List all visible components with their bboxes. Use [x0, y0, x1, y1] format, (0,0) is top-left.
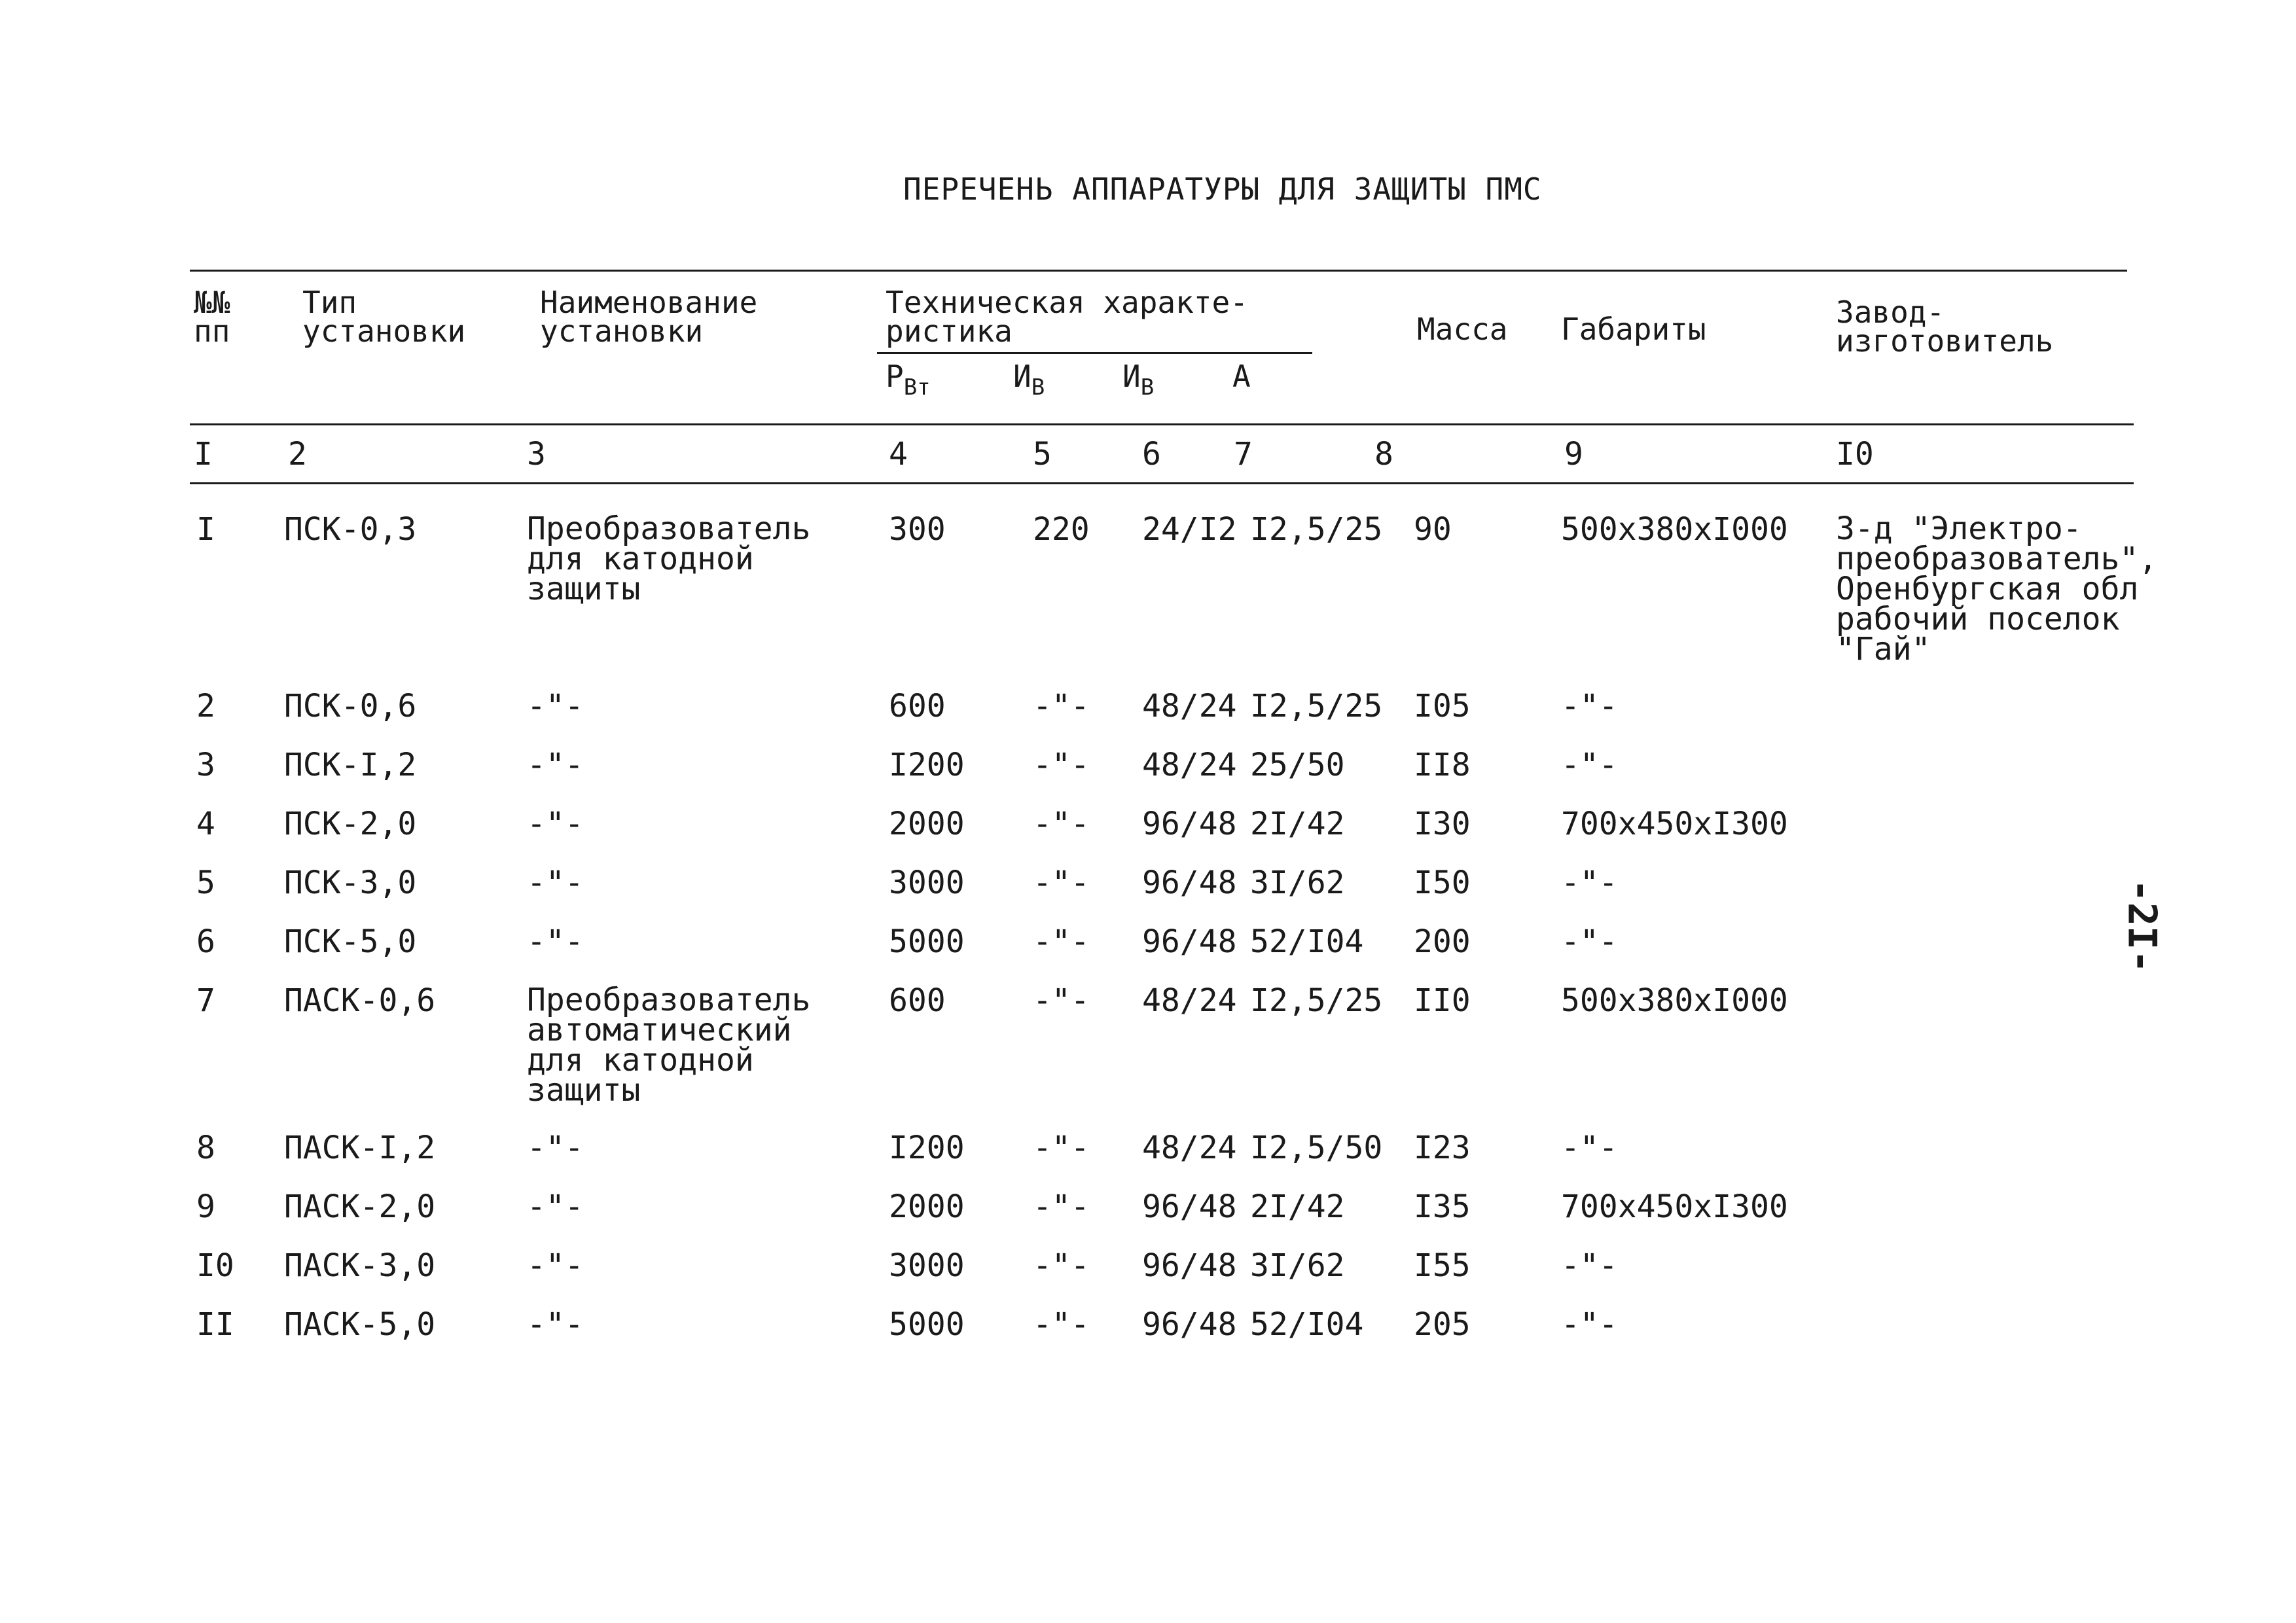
row-mass: I55: [1414, 1247, 1471, 1284]
header-manufacturer: Завод- изготовитель: [1836, 294, 2054, 359]
row-power: 300: [889, 511, 946, 548]
row-number: 9: [196, 1188, 215, 1225]
row-number: 8: [196, 1130, 215, 1166]
header-voltage-1: $И_В$: [1013, 359, 1045, 401]
row-name: Преобразователь для катодной защиты: [527, 510, 811, 607]
row-number: I: [196, 511, 215, 548]
row-type: ПАСК-2,0: [284, 1188, 436, 1225]
row-power: 5000: [889, 923, 965, 960]
row-voltage-1: -"-: [1033, 688, 1090, 724]
row-power: 5000: [889, 1306, 965, 1343]
row-current: 52/I04: [1250, 923, 1364, 960]
row-dimensions: 700x450xI300: [1561, 1188, 1788, 1225]
header-mass: Масса: [1417, 312, 1508, 347]
row-dimensions: 500x380xI000: [1561, 511, 1788, 548]
row-voltage-2: 96/48: [1142, 1247, 1237, 1284]
row-dimensions: -"-: [1561, 688, 1618, 724]
header-voltage-2: $И_В$: [1122, 359, 1155, 401]
row-number: 3: [196, 747, 215, 783]
table-top-rule: [190, 270, 2127, 272]
row-type: ПСК-2,0: [284, 806, 417, 842]
row-mass: II8: [1414, 747, 1471, 783]
header-dimensions: Габариты: [1561, 312, 1706, 347]
row-voltage-2: 24/I2: [1142, 511, 1237, 548]
row-number: 6: [196, 923, 215, 960]
row-mass: I35: [1414, 1188, 1471, 1225]
row-power: 3000: [889, 1247, 965, 1284]
row-dimensions: 700x450xI300: [1561, 806, 1788, 842]
row-dimensions: -"-: [1561, 923, 1618, 960]
row-power: 2000: [889, 806, 965, 842]
row-voltage-1: -"-: [1033, 1188, 1090, 1225]
row-number: 4: [196, 806, 215, 842]
row-voltage-2: 48/24: [1142, 688, 1237, 724]
row-manufacturer: З-д "Электро- преобразователь", Оренбургская обл рабочий поселок "Гай": [1836, 510, 2158, 668]
row-name: -"-: [527, 1130, 584, 1166]
row-type: ПСК-5,0: [284, 923, 417, 960]
row-current: 2I/42: [1250, 806, 1345, 842]
row-current: I2,5/50: [1250, 1130, 1383, 1166]
row-voltage-2: 96/48: [1142, 1188, 1237, 1225]
row-type: ПСК-0,3: [284, 511, 417, 548]
row-number: 5: [196, 865, 215, 901]
row-voltage-1: 220: [1033, 511, 1090, 548]
header-bottom-rule: [190, 423, 2134, 425]
row-mass: I23: [1414, 1130, 1471, 1166]
colnum-7: 7: [1234, 436, 1253, 473]
colnum-10: I0: [1836, 436, 1874, 473]
row-voltage-2: 96/48: [1142, 806, 1237, 842]
row-voltage-2: 96/48: [1142, 865, 1237, 901]
row-number: 2: [196, 688, 215, 724]
colnum-4: 4: [889, 436, 908, 473]
row-voltage-2: 48/24: [1142, 747, 1237, 783]
row-type: ПСК-3,0: [284, 865, 417, 901]
row-voltage-1: -"-: [1033, 923, 1090, 960]
row-power: 600: [889, 688, 946, 724]
row-mass: I05: [1414, 688, 1471, 724]
row-voltage-2: 96/48: [1142, 923, 1237, 960]
row-dimensions: -"-: [1561, 865, 1618, 901]
row-power: I200: [889, 1130, 965, 1166]
row-name: -"-: [527, 806, 584, 842]
row-name: Преобразователь автоматический для катодной защиты: [527, 982, 811, 1109]
row-mass: 205: [1414, 1306, 1471, 1343]
row-voltage-2: 48/24: [1142, 982, 1237, 1019]
row-power: 3000: [889, 865, 965, 901]
row-voltage-1: -"-: [1033, 865, 1090, 901]
row-mass: I30: [1414, 806, 1471, 842]
header-type: Тип установки: [302, 285, 466, 349]
row-dimensions: -"-: [1561, 1247, 1618, 1284]
row-type: ПАСК-0,6: [284, 982, 436, 1019]
row-voltage-1: -"-: [1033, 1130, 1090, 1166]
colnum-6: 6: [1142, 436, 1161, 473]
row-type: ПАСК-I,2: [284, 1130, 436, 1166]
row-type: ПСК-0,6: [284, 688, 417, 724]
row-mass: II0: [1414, 982, 1471, 1019]
row-number: I0: [196, 1247, 234, 1284]
colnum-9: 9: [1564, 436, 1583, 473]
colnum-8: 8: [1374, 436, 1393, 473]
row-current: I2,5/25: [1250, 982, 1383, 1019]
header-name: Наименование установки: [540, 285, 758, 349]
row-name: -"-: [527, 1188, 584, 1225]
row-power: 2000: [889, 1188, 965, 1225]
document-title: ПЕРЕЧЕНЬ АППАРАТУРЫ ДЛЯ ЗАЩИТЫ ПМС: [903, 171, 1542, 207]
row-power: I200: [889, 747, 965, 783]
header-number: №№ пп: [194, 285, 230, 349]
header-current: А: [1232, 359, 1251, 394]
row-mass: I50: [1414, 865, 1471, 901]
row-current: 25/50: [1250, 747, 1345, 783]
row-name: -"-: [527, 747, 584, 783]
row-dimensions: -"-: [1561, 1306, 1618, 1343]
row-voltage-2: 96/48: [1142, 1306, 1237, 1343]
row-name: -"-: [527, 923, 584, 960]
row-voltage-1: -"-: [1033, 747, 1090, 783]
row-number: II: [196, 1306, 234, 1343]
row-current: I2,5/25: [1250, 688, 1383, 724]
colnum-2: 2: [288, 436, 307, 473]
row-voltage-1: -"-: [1033, 806, 1090, 842]
row-current: 52/I04: [1250, 1306, 1364, 1343]
header-tech: Техническая характе- ристика: [886, 285, 1248, 349]
row-power: 600: [889, 982, 946, 1019]
tech-group-rule: [877, 352, 1312, 354]
row-voltage-1: -"-: [1033, 1306, 1090, 1343]
colnum-3: 3: [527, 436, 546, 473]
row-mass: 90: [1414, 511, 1452, 548]
row-current: 2I/42: [1250, 1188, 1345, 1225]
row-name: -"-: [527, 688, 584, 724]
row-current: 3I/62: [1250, 865, 1345, 901]
numbers-bottom-rule: [190, 482, 2134, 484]
row-dimensions: -"-: [1561, 1130, 1618, 1166]
row-voltage-1: -"-: [1033, 982, 1090, 1019]
row-number: 7: [196, 982, 215, 1019]
row-mass: 200: [1414, 923, 1471, 960]
page-number: -2I-: [2119, 878, 2165, 974]
row-name: -"-: [527, 1247, 584, 1284]
colnum-5: 5: [1033, 436, 1052, 473]
row-name: -"-: [527, 1306, 584, 1343]
row-current: 3I/62: [1250, 1247, 1345, 1284]
row-type: ПАСК-5,0: [284, 1306, 436, 1343]
row-type: ПСК-I,2: [284, 747, 417, 783]
header-power: $Р_{Вт}$: [886, 359, 931, 401]
row-voltage-2: 48/24: [1142, 1130, 1237, 1166]
row-dimensions: -"-: [1561, 747, 1618, 783]
row-dimensions: 500x380xI000: [1561, 982, 1788, 1019]
row-current: I2,5/25: [1250, 511, 1383, 548]
row-voltage-1: -"-: [1033, 1247, 1090, 1284]
row-type: ПАСК-3,0: [284, 1247, 436, 1284]
colnum-1: I: [194, 436, 213, 473]
row-name: -"-: [527, 865, 584, 901]
